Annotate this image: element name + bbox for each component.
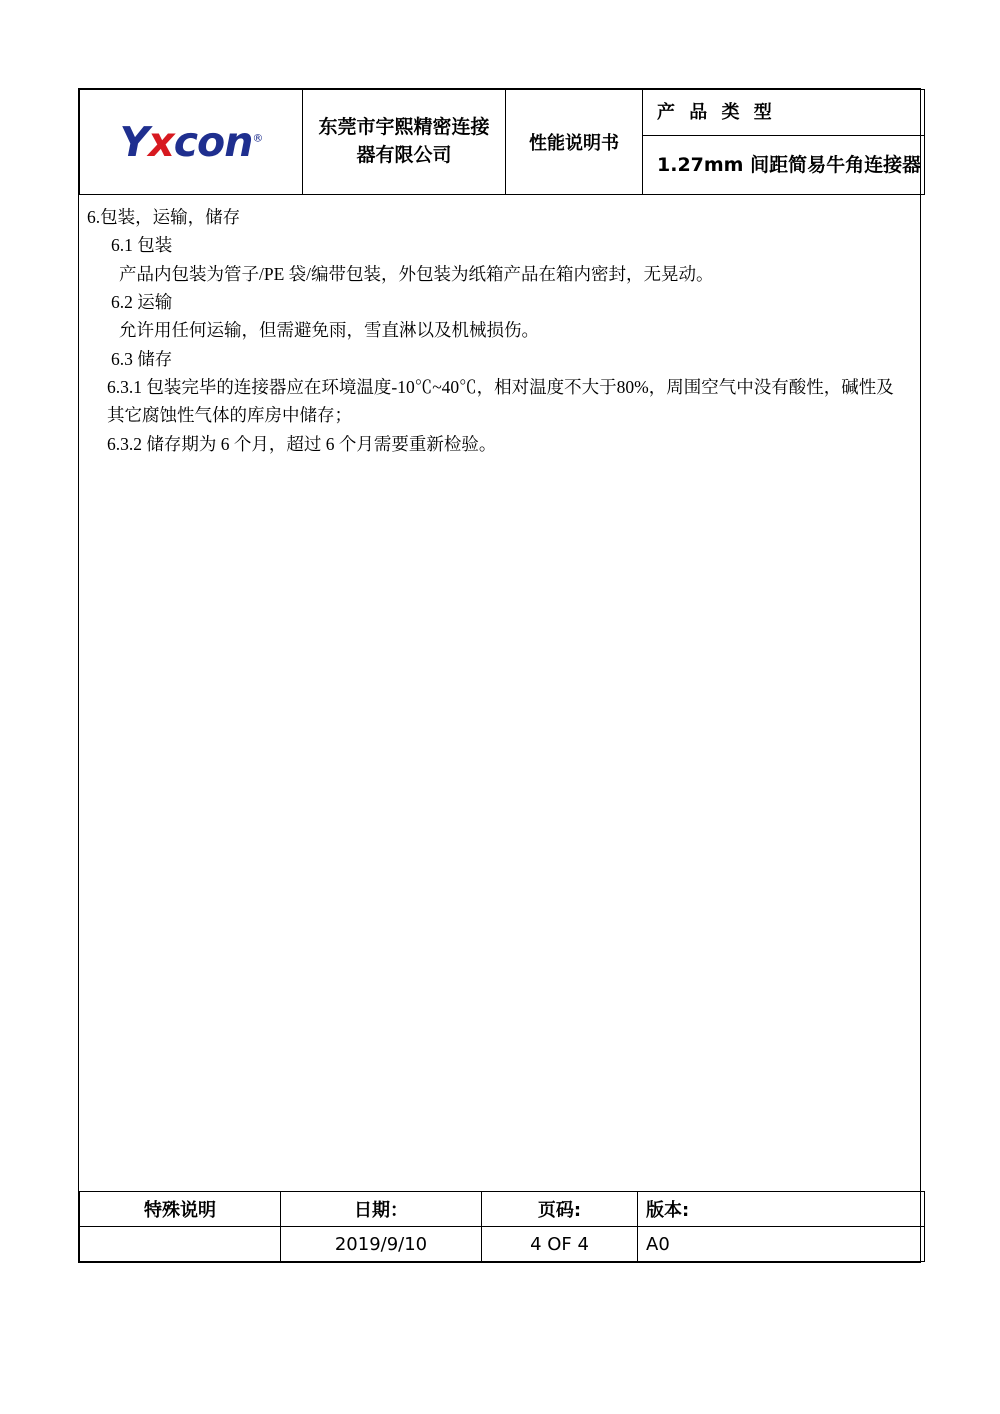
- document-body: [79, 195, 920, 458]
- logo-letter-x: x: [148, 117, 174, 166]
- footer-value-page: 4 OF 4: [530, 1233, 589, 1255]
- document-header-table: [79, 89, 925, 195]
- company-name-cell: [303, 90, 506, 195]
- product-type-label: 产 品 类 型: [657, 101, 776, 123]
- logo-letter-y: Y: [119, 117, 149, 166]
- product-type-cell: [643, 90, 925, 195]
- document-frame: [78, 88, 921, 1263]
- footer-value-date: 2019/9/10: [334, 1233, 428, 1255]
- footer-header-row: [80, 1192, 925, 1227]
- body-line: 允许用任何运输，但需避免雨，雪直淋以及机械损伤。: [119, 320, 539, 341]
- body-line: 6.3 储存: [111, 348, 173, 369]
- footer-label-version: 版本:: [646, 1200, 690, 1221]
- document-footer-table: [79, 1191, 925, 1262]
- company-logo: [104, 114, 279, 170]
- footer-value-version: A0: [646, 1233, 670, 1255]
- footer-value-row: [80, 1227, 925, 1262]
- document-type: 性能说明书: [529, 133, 619, 154]
- document-type-cell: [506, 90, 643, 195]
- product-type-value: 1.27mm 间距简易牛角连接器: [657, 153, 922, 176]
- body-line: 6.包装，运输，储存: [87, 207, 241, 227]
- footer-label-page: 页码:: [537, 1200, 582, 1221]
- registered-trademark-icon: ®: [252, 130, 263, 144]
- footer-label-special-note: 特殊说明: [144, 1200, 216, 1221]
- product-type-inner-table: [643, 91, 924, 194]
- body-line: 6.3.2 储存期为 6 个月，超过 6 个月需要重新检验。: [107, 433, 497, 454]
- body-line: 6.1 包装: [111, 235, 173, 256]
- company-name: 东莞市宇熙精密连接器有限公司: [318, 116, 490, 166]
- logo-letters-con: con: [173, 117, 253, 166]
- logo-cell: [80, 90, 303, 195]
- body-line: 6.3.1 包装完毕的连接器应在环境温度-10℃~40℃，相对温度不大于80%，周围空气中没有酸性，碱性及其它腐蚀性气体的库房中储存；: [107, 377, 894, 426]
- body-line: 产品内包装为管子/PE 袋/编带包装，外包装为纸箱产品在箱内密封，无晃动。: [119, 263, 714, 284]
- body-line: 6.2 运输: [111, 292, 173, 313]
- footer-label-date: 日期：: [354, 1200, 408, 1221]
- logo-text: [119, 117, 263, 166]
